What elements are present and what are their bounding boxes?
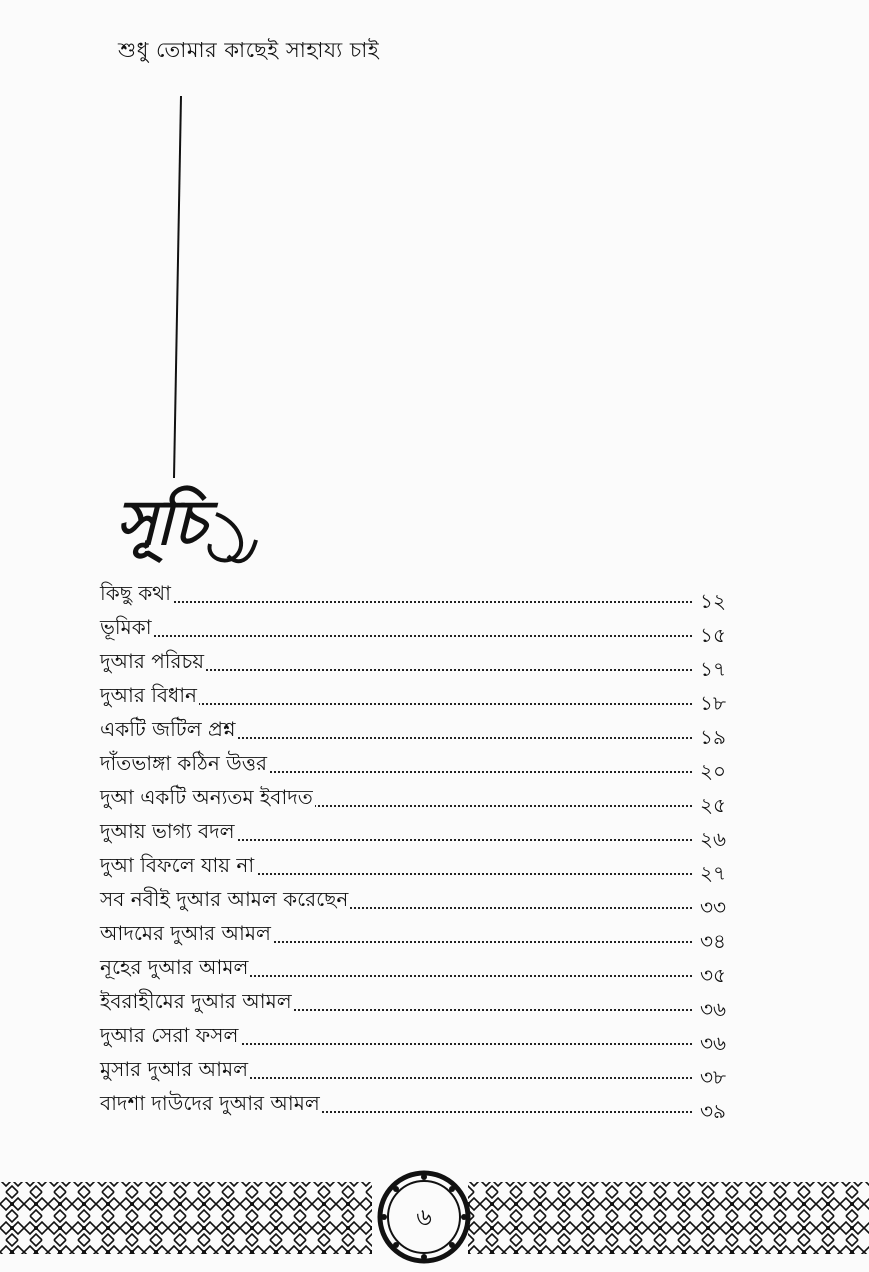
toc-entry: [100, 883, 728, 917]
toc-entry-label: ভূমিকা: [100, 613, 154, 646]
toc-entry: [100, 1087, 728, 1121]
toc-entry-label: আদমের দুআর আমল: [100, 919, 273, 952]
toc-list: [100, 577, 728, 1121]
toc-entry-page: ১৫: [700, 623, 726, 647]
toc-entry-label: দুআ বিফলে যায় না: [100, 851, 256, 884]
toc-entry-page: ১৭: [700, 657, 726, 681]
toc-entry-page: ৩৮: [700, 1065, 726, 1089]
toc-entry-label: কিছু কথা: [100, 579, 173, 612]
dot-leader: [106, 601, 692, 603]
toc-entry-label: দুআ একটি অন্যতম ইবাদত: [100, 783, 315, 816]
lattice-left: [0, 1182, 372, 1254]
toc-entry-label: নূহের দুআর আমল: [100, 953, 250, 986]
dot-leader: [106, 635, 692, 637]
toc-entry-page: ১৮: [700, 691, 726, 715]
toc-entry: [100, 645, 728, 679]
toc-entry-page: ৩৫: [700, 963, 726, 987]
toc-entry-label: সব নবীই দুআর আমল করেছেন: [100, 885, 350, 918]
page-number: ৬: [416, 1203, 432, 1231]
toc-entry-page: ৩৬: [699, 997, 726, 1021]
toc-entry-label: একটি জটিল প্রশ্ন: [100, 715, 237, 748]
toc-entry: [100, 781, 728, 815]
decorative-hanging-line: [0, 0, 869, 520]
toc-entry-page: ২৭: [699, 861, 726, 885]
toc-entry-page: ১৯: [700, 725, 726, 749]
toc-entry-page: ৩৪: [700, 929, 726, 953]
toc-entry: [100, 1053, 728, 1087]
toc-entry-label: দাঁতভাঙ্গা কঠিন উত্তর: [100, 749, 269, 782]
toc-entry: [100, 577, 728, 611]
toc-entry-page: ২৬: [699, 827, 726, 851]
running-header: শুধু তোমার কাছেই সাহায্য চাই: [118, 38, 380, 62]
toc-entry-label: দুআর সেরা ফসল: [100, 1021, 240, 1054]
toc-entry-label: দুআর পরিচয়: [100, 647, 206, 680]
toc-entry: [100, 917, 728, 951]
toc-entry-label: দুআর বিধান: [100, 681, 199, 714]
toc-title: [98, 444, 278, 584]
toc-entry-page: ৩৯: [700, 1099, 726, 1123]
toc-entry: [100, 679, 728, 713]
toc-entry: [100, 985, 728, 1019]
lattice-right: [468, 1182, 869, 1254]
toc-entry: [100, 815, 728, 849]
toc-entry-label: দুআয় ভাগ্য বদল: [100, 817, 236, 850]
toc-entry: [100, 713, 728, 747]
toc-entry-page: ৩৩: [699, 895, 726, 919]
toc-entry-label: ইবরাহীমের দুআর আমল: [100, 987, 294, 1020]
toc-entry: [100, 951, 728, 985]
toc-entry: [100, 849, 728, 883]
toc-entry-page: ২৫: [700, 793, 726, 817]
toc-entry-label: বাদশা দাউদের দুআর আমল: [100, 1089, 322, 1122]
toc-entry: [100, 1019, 728, 1053]
toc-entry-label: মুসার দুআর আমল: [100, 1055, 250, 1088]
toc-entry: [100, 747, 728, 781]
toc-title-text: সূচি: [116, 486, 205, 559]
toc-entry-page: ১২: [700, 589, 726, 613]
toc-entry-page: ২০: [699, 759, 726, 783]
toc-entry: [100, 611, 728, 645]
toc-entry-page: ৩৬: [699, 1031, 726, 1055]
